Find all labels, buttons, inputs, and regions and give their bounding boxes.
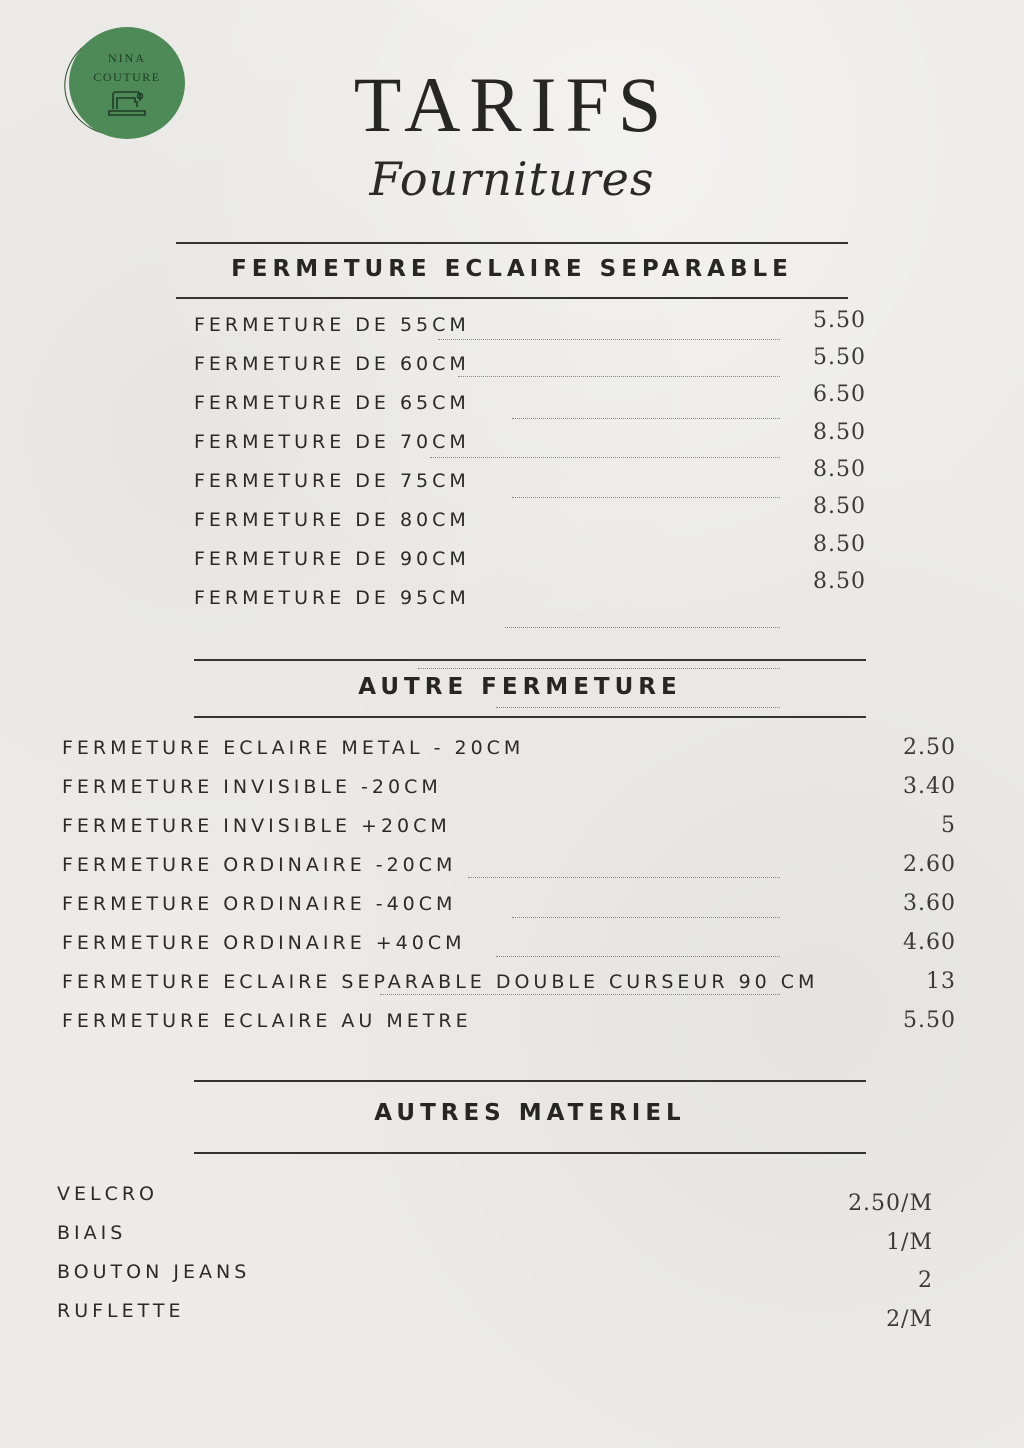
section-rule-bottom [194,716,866,718]
list-item-price: 2.50 [903,735,956,760]
page-subtitle: Fournitures [369,152,655,206]
section-rule-bottom [194,1152,866,1154]
list-item-price: 8.50 [813,420,866,445]
list-item-price: 5 [941,813,956,838]
dotted-leader [458,376,780,377]
list-item-label: FERMETURE DE 75CM [194,470,470,492]
dotted-leader [380,994,780,995]
dotted-leader [512,917,780,918]
dotted-leader [438,339,780,340]
list-item-label: VELCRO [57,1183,159,1205]
list-item-price: 6.50 [813,382,866,407]
list-item-label: FERMETURE ECLAIRE METAL - 20CM [62,737,525,759]
section-rule-top [176,242,848,244]
logo-line2: COUTURE [93,70,161,84]
list-item-label: FERMETURE DE 95CM [194,587,470,609]
list-item-price: 8.50 [813,569,866,594]
list-item-label: FERMETURE DE 70CM [194,431,470,453]
section-rule-top [194,1080,866,1082]
dotted-leader [496,956,780,957]
list-item-price: 8.50 [813,494,866,519]
list-item-label: BOUTON JEANS [57,1261,251,1283]
dotted-leader [512,497,780,498]
list-item-price: 1/M [886,1230,933,1255]
list-item-label: FERMETURE DE 80CM [194,509,470,531]
list-item-label: FERMETURE DE 55CM [194,314,470,336]
list-item-label: BIAIS [57,1222,127,1244]
list-item-price: 13 [926,969,956,994]
dotted-leader [418,668,780,669]
section-rule-top [194,659,866,661]
list-item-price: 2.50/M [848,1191,933,1216]
dotted-leader [468,877,780,878]
list-item-price: 3.40 [903,774,956,799]
dotted-leader [430,457,780,458]
section-title-autres-materiel: AUTRES MATERIEL [374,1100,686,1126]
section-title-fermeture-separable: FERMETURE ECLAIRE SEPARABLE [231,256,793,282]
list-item-price: 5.50 [813,308,866,333]
list-item-price: 2/M [886,1307,933,1332]
page-title: TARIFS [353,61,671,148]
logo-line1: NINA [108,51,146,65]
list-item-price: 5.50 [813,345,866,370]
list-item-price: 8.50 [813,532,866,557]
list-item-label: RUFLETTE [57,1300,185,1322]
dotted-leader [512,418,780,419]
list-item-label: FERMETURE ORDINAIRE +40CM [62,932,466,954]
list-item-price: 4.60 [903,930,956,955]
list-item-label: FERMETURE ECLAIRE SEPARABLE DOUBLE CURSEUR 90 CM [62,971,819,993]
list-item-label: FERMETURE DE 65CM [194,392,470,414]
list-item-label: FERMETURE ORDINAIRE -20CM [62,854,457,876]
list-item-label: FERMETURE DE 60CM [194,353,470,375]
list-item-label: FERMETURE ECLAIRE AU METRE [62,1010,472,1032]
dotted-leader [505,627,780,628]
section-title-autre-fermeture: AUTRE FERMETURE [358,674,682,700]
list-item-price: 2 [918,1268,933,1293]
list-item-price: 2.60 [903,852,956,877]
list-item-price: 3.60 [903,891,956,916]
list-item-label: FERMETURE INVISIBLE -20CM [62,776,442,798]
list-item-label: FERMETURE DE 90CM [194,548,470,570]
list-item-label: FERMETURE INVISIBLE +20CM [62,815,451,837]
list-item-price: 8.50 [813,457,866,482]
list-item-price: 5.50 [903,1008,956,1033]
section-rule-bottom [176,297,848,299]
dotted-leader [496,707,780,708]
list-item-label: FERMETURE ORDINAIRE -40CM [62,893,457,915]
